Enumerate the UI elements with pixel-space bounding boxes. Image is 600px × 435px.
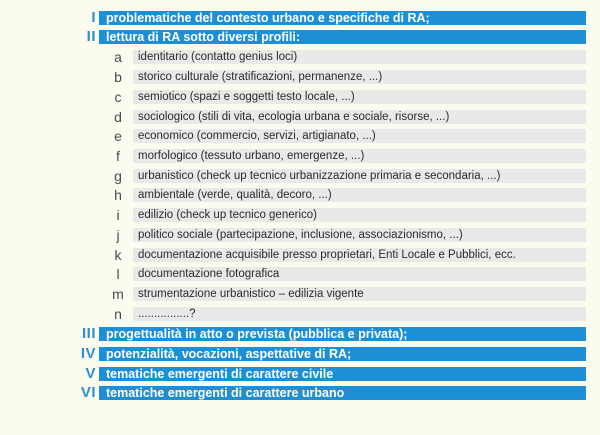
section-heading: lettura di RA sotto diversi profili: xyxy=(99,30,586,44)
item-label: ................? xyxy=(133,307,586,321)
item-label: identitario (contatto genius loci) xyxy=(133,50,586,64)
item-letter: f xyxy=(116,148,120,164)
item-label: documentazione acquisibile presso proprietari, Enti Locale e Pubblici, ecc. xyxy=(133,248,586,262)
section-numeral: IV xyxy=(80,345,96,362)
section-heading: potenzialità, vocazioni, aspettative di RA; xyxy=(99,347,586,361)
item-label: ambientale (verde, qualità, decoro, ...) xyxy=(133,188,586,202)
item-label: economico (commercio, servizi, artigianato, ...) xyxy=(133,129,586,143)
section-heading: problematiche del contesto urbano e specifiche di RA; xyxy=(99,11,586,25)
item-label: politico sociale (partecipazione, inclusione, associazionismo, ...) xyxy=(133,228,586,242)
item-letter: a xyxy=(114,49,122,65)
section-numeral: III xyxy=(81,325,96,342)
item-letter: e xyxy=(114,128,122,144)
item-letter: j xyxy=(116,227,120,243)
section-numeral: I xyxy=(91,9,96,26)
section-numeral: II xyxy=(86,28,96,45)
item-letter: n xyxy=(114,306,122,322)
item-label: documentazione fotografica xyxy=(133,267,586,281)
item-letter: i xyxy=(116,207,120,223)
item-letter: g xyxy=(114,168,122,184)
item-label: urbanistico (check up tecnico urbanizzazione primaria e secondaria, ...) xyxy=(133,169,586,183)
item-letter: b xyxy=(114,69,122,85)
item-letter: d xyxy=(114,109,122,125)
section-heading: tematiche emergenti di carattere urbano xyxy=(99,386,586,400)
item-label: storico culturale (stratificazioni, permanenze, ...) xyxy=(133,70,586,84)
item-letter: k xyxy=(114,247,122,263)
item-label: edilizio (check up tecnico generico) xyxy=(133,208,586,222)
section-heading: tematiche emergenti di carattere civile xyxy=(99,367,586,381)
section-heading: progettualità in atto o prevista (pubblica e privata); xyxy=(99,327,586,341)
item-label: morfologico (tessuto urbano, emergenze, ...) xyxy=(133,149,586,163)
item-letter: c xyxy=(114,89,122,105)
item-label: strumentazione urbanistico – edilizia vigente xyxy=(133,287,586,301)
item-label: sociologico (stili di vita, ecologia urbana e sociale, risorse, ...) xyxy=(133,110,586,124)
section-numeral: V xyxy=(85,365,96,382)
item-letter: h xyxy=(114,187,122,203)
item-letter: l xyxy=(116,266,120,282)
item-letter: m xyxy=(112,286,124,302)
item-label: semiotico (spazi e soggetti testo locale, ...) xyxy=(133,90,586,104)
section-numeral: VI xyxy=(80,384,96,401)
